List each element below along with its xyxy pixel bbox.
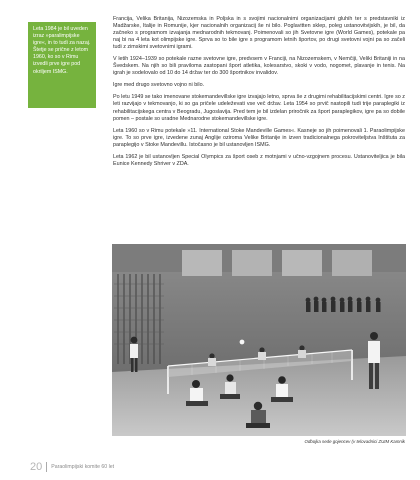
sidebar-note-text: Leta 1984 je bil uveden izraz »paralimpijske igre«, in to tudi za nazaj. Štetje se prične z letom 1960, ko so v Rimu izvedli prve igre pod okriljem ISMG. [33, 26, 91, 75]
page-number: 20 [30, 461, 43, 473]
paragraph: Leta 1960 so v Rimu potekale »11. International Stoke Mandeville Games«. Kasneje so jih poimenovali 1. Paraolimpijske igre. To so prve igre, izvedene zunaj Anglije oziroma Velike Britanije in izven tradicionalnega pokroviteljstva Inštituta za paraplegijo v Stoke Mandevillu. Istočasno je bil ustanovljen ISMG. [113, 127, 405, 148]
paragraph: V letih 1924–1939 so potekale razne svetovne igre, predvsem v Franciji, na Nizozemskem, v Nemčiji, Veliki Britaniji in na Švedskem. Na njih so bili praviloma zastopani šport atletika, kolesarstvo, skoki v vodo, nogomet, plavanje in tenis. Na igrah je sodelovalo od 10 do 14 držav ter do 300 športnikov invalidov. [113, 56, 405, 77]
gym-photo [112, 244, 406, 436]
paragraph: Leta 1962 je bil ustanovljen Special Olympics za šport oseb z motnjami v učno-vzgojnem procesu. Ustanoviteljica je bila Eunice Kennedy Shriver v ZDA. [113, 153, 405, 167]
page-footer [30, 460, 114, 474]
sidebar-note [28, 22, 96, 108]
photo-illustration [112, 244, 406, 436]
paragraph: Igre med drugo svetovno vojno ni bilo. [113, 82, 205, 89]
paragraph: Francija, Velika Britanija, Nizozemska in Poljska in s svojimi nacionalnimi organizacijami gluhih ter s predstavniki iz Madžarske, Italije in Romunije, kjer nacionalnih organizacij še ni bilo. Poglavitten sklep, poleg ustanovitvijskih, je bil, da začneko s programom izvajanja mednarodnih tekmovanj. Poimenovali so jih Svetovne igre (World Games), potekale pa naj bi na 4 leta kot olimpijske igre. Sprva so to bile igre s programom letnih športov, po drugi svetovni vojni pa so začeli tudi z zimskimi svetovnimi igrami. [113, 16, 405, 51]
photo-caption: Odbojka sede gojencev (v telovadnici ZUIM Kamnik [304, 439, 405, 444]
main-text-column [113, 16, 405, 173]
footer-divider [46, 462, 47, 472]
paragraph: Po letu 1949 se tako imenovane stokemandevillske igre izvajajo letno, sprva še z drugimi rehabilitacijskimi centri. Igre so z leti razvijajo v tekmovanjo, ki so ga pričele udeleževati vse več držav. Leta 1954 so prvič nastopili tudi trije paraplegiki iz rehabilitacijskega centra v Beogradu, Jugoslavija. Pred tem je bil izdelan priročnik za šport paraplegikov, igre pa so dobile pomen – postale so uradne Mednarodne stokemandevillske igre. [113, 94, 405, 122]
footer-title: Paraolimpijski komite 60 let [51, 464, 115, 470]
